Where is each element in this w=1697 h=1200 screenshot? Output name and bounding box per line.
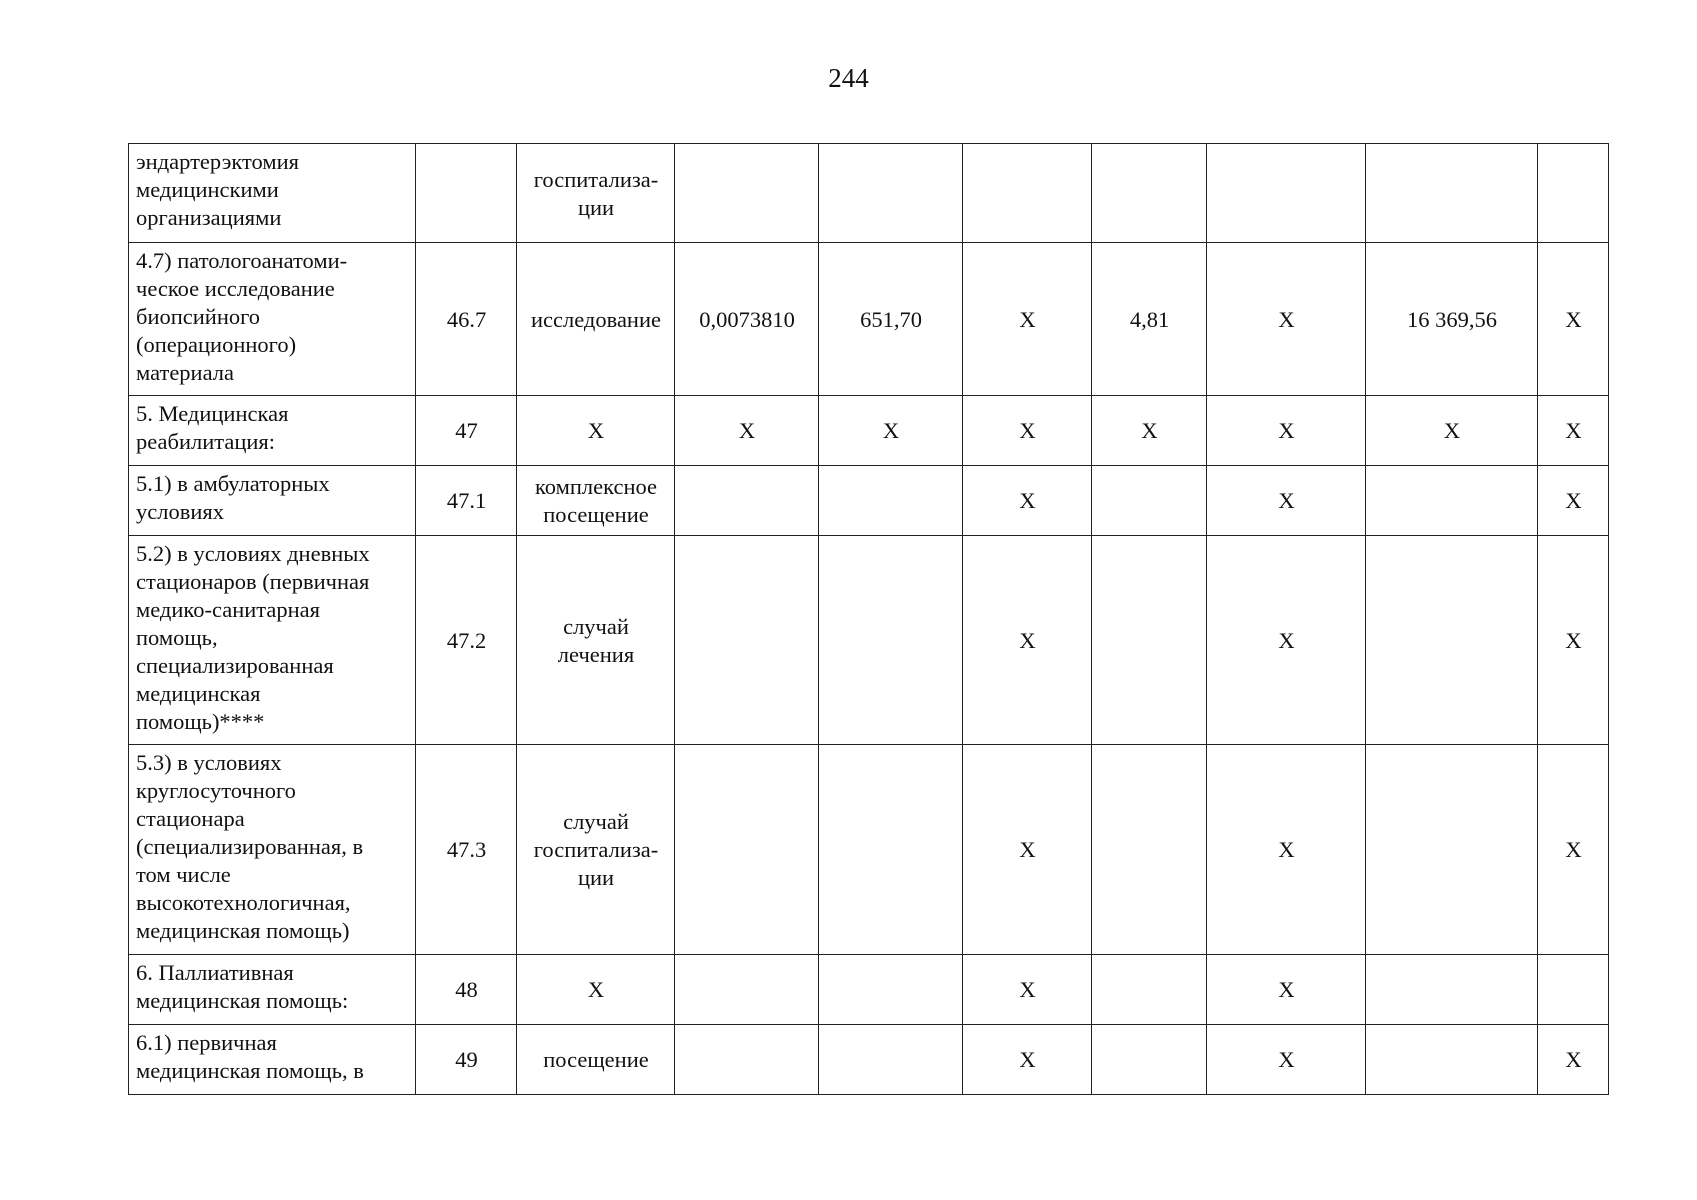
table-cell: [819, 466, 963, 536]
row-code-cell: 47: [416, 396, 517, 466]
table-cell: Х: [1207, 396, 1366, 466]
table-cell: [1092, 536, 1207, 745]
row-code-cell: 47.2: [416, 536, 517, 745]
table-cell: [1538, 955, 1609, 1025]
table-cell: [675, 955, 819, 1025]
table-cell: Х: [1366, 396, 1538, 466]
table-row: [129, 745, 1609, 955]
row-name-cell: 5.1) в амбулаторных условиях: [129, 466, 416, 536]
row-code-cell: [416, 144, 517, 243]
table-cell: [1366, 955, 1538, 1025]
table-cell: Х: [963, 1025, 1092, 1095]
table-cell: Х: [963, 243, 1092, 396]
table-row: [129, 396, 1609, 466]
row-unit-cell: случай госпитализа- ции: [517, 745, 675, 955]
table-row: [129, 536, 1609, 745]
table-cell: [1366, 466, 1538, 536]
table-cell: [1092, 1025, 1207, 1095]
table-row: [129, 243, 1609, 396]
row-code-cell: 46.7: [416, 243, 517, 396]
table-cell: Х: [963, 396, 1092, 466]
row-code-cell: 48: [416, 955, 517, 1025]
table-cell: Х: [819, 396, 963, 466]
table-cell: [1092, 955, 1207, 1025]
table-cell: Х: [963, 745, 1092, 955]
row-name-cell: 6.1) первичная медицинская помощь, в: [129, 1025, 416, 1095]
table-cell: [1538, 144, 1609, 243]
row-unit-cell: исследование: [517, 243, 675, 396]
table-cell: Х: [1538, 396, 1609, 466]
table-cell: [1092, 466, 1207, 536]
table-cell: Х: [1538, 745, 1609, 955]
table-row: [129, 1025, 1609, 1095]
table-cell: [1207, 144, 1366, 243]
table-cell: [1366, 144, 1538, 243]
table-cell: Х: [1207, 955, 1366, 1025]
table-cell: [1366, 1025, 1538, 1095]
table-cell: Х: [1207, 745, 1366, 955]
table-cell: 16 369,56: [1366, 243, 1538, 396]
row-name-cell: 5.2) в условиях дневных стационаров (первичная медико-санитарная помощь, специализированная медицинская помощь)****: [129, 536, 416, 745]
table-cell: [1366, 745, 1538, 955]
table-cell: [819, 144, 963, 243]
table-cell: Х: [1207, 466, 1366, 536]
table-cell: [1092, 745, 1207, 955]
table-row: [129, 466, 1609, 536]
table-cell: Х: [1538, 466, 1609, 536]
table-cell: [963, 144, 1092, 243]
row-name-cell: 5.3) в условиях круглосуточного стационара (специализированная, в том числе высокотехнологичная, медицинская помощь): [129, 745, 416, 955]
table-cell: Х: [1207, 243, 1366, 396]
table-cell: [675, 536, 819, 745]
row-unit-cell: посещение: [517, 1025, 675, 1095]
table-cell: [819, 536, 963, 745]
table-cell: Х: [1538, 536, 1609, 745]
table-cell: Х: [963, 466, 1092, 536]
table-cell: [1092, 144, 1207, 243]
row-name-cell: 6. Паллиативная медицинская помощь:: [129, 955, 416, 1025]
table-cell: [675, 1025, 819, 1095]
table-cell: Х: [1207, 1025, 1366, 1095]
table-cell: [1366, 536, 1538, 745]
table-cell: [819, 955, 963, 1025]
row-unit-cell: госпитализа- ции: [517, 144, 675, 243]
table-cell: Х: [675, 396, 819, 466]
table-cell: [819, 745, 963, 955]
table-cell: 0,0073810: [675, 243, 819, 396]
row-code-cell: 49: [416, 1025, 517, 1095]
table-cell: 651,70: [819, 243, 963, 396]
table-cell: Х: [1538, 243, 1609, 396]
table-cell: Х: [1538, 1025, 1609, 1095]
table-cell: [675, 144, 819, 243]
row-code-cell: 47.3: [416, 745, 517, 955]
table-cell: Х: [963, 955, 1092, 1025]
row-unit-cell: комплексное посещение: [517, 466, 675, 536]
row-name-cell: 4.7) патологоанатоми- ческое исследование биопсийного (операционного) материала: [129, 243, 416, 396]
row-unit-cell: Х: [517, 396, 675, 466]
table-cell: 4,81: [1092, 243, 1207, 396]
data-table: [128, 143, 1609, 1095]
table-row: [129, 144, 1609, 243]
row-code-cell: 47.1: [416, 466, 517, 536]
table-cell: [675, 745, 819, 955]
row-name-cell: эндартерэктомия медицинскими организациями: [129, 144, 416, 243]
row-unit-cell: случай лечения: [517, 536, 675, 745]
table-row: [129, 955, 1609, 1025]
table-cell: Х: [1092, 396, 1207, 466]
row-name-cell: 5. Медицинская реабилитация:: [129, 396, 416, 466]
table-cell: Х: [1207, 536, 1366, 745]
table-cell: Х: [963, 536, 1092, 745]
row-unit-cell: Х: [517, 955, 675, 1025]
page-number: 244: [828, 63, 869, 93]
table-cell: [819, 1025, 963, 1095]
table-cell: [675, 466, 819, 536]
